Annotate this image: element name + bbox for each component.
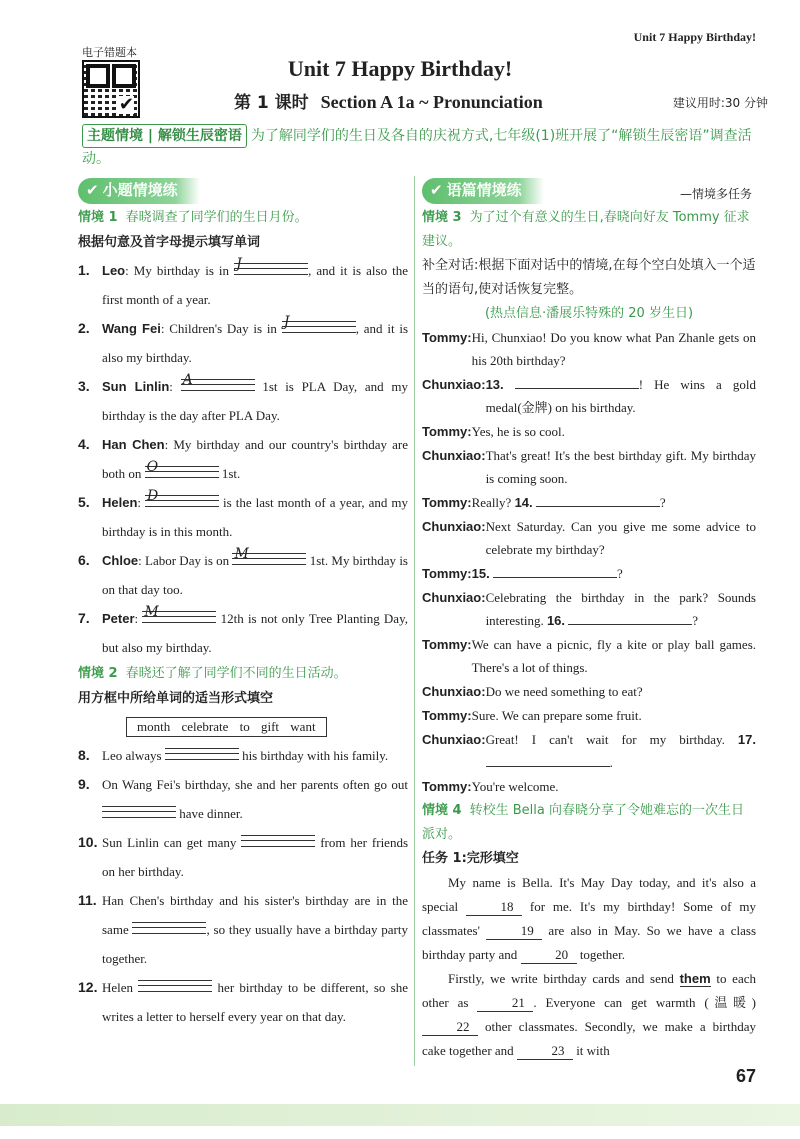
answer-blank[interactable] [241, 835, 315, 847]
dialogue-line: Chunxiao: Great! I can't wait for my birthday. 17. . [422, 728, 756, 774]
right-column [422, 176, 756, 1063]
speaker: Tommy: [422, 330, 472, 345]
instruction-2: 用方框中所给单词的适当形式填空 [78, 691, 274, 706]
question-item: 2. Wang Fei: Children's Day is in J , and it is also my birthday. [78, 314, 408, 372]
answer-blank[interactable] [145, 459, 219, 478]
answer-blank[interactable] [282, 314, 356, 333]
answer-blank[interactable]: 18 [466, 899, 522, 916]
answer-blank[interactable]: 19 [486, 923, 542, 940]
dialogue-line: Chunxiao: 13. ! He wins a gold medal(金牌) on his birthday. [422, 373, 756, 419]
question-item: 10. Sun Linlin can get many from her friends on her birthday. [78, 834, 409, 879]
dialogue [422, 326, 756, 798]
answer-blank[interactable] [486, 753, 610, 767]
question-item: 7. Peter: M 12th is not only Tree Planting Day, but also my birthday. [78, 604, 408, 662]
dialogue-line: Tommy: Sure. We can prepare some fruit. [422, 704, 756, 727]
theme-tag: 主题情境 | 解锁生辰密语 [82, 124, 247, 148]
scene-3: 情境 3 为了过个有意义的生日,春晓向好友 Tommy 征求建议。 [422, 210, 750, 249]
column-divider [414, 176, 415, 1066]
cloze-paragraph-2: Firstly, we write birthday cards and send them to each other as 21 . Everyone can get warmth (温暖) 22 other classmates. Secondly, we make a birthday cake together and 23 it with [422, 971, 756, 1058]
check-icon: ✔ [86, 181, 99, 199]
answer-blank[interactable]: 20 [521, 947, 577, 964]
question-list-2 [78, 741, 408, 1031]
question-item: 11. Han Chen's birthday and his sister's birthday are in the same , so they usually have a birthday party together. [78, 892, 408, 966]
dialogue-line: Chunxiao: Do we need something to eat? [422, 680, 756, 703]
scene-2: 情境 2 春晓还了解了同学们不同的生日活动。 [78, 666, 347, 681]
question-item: 12. Helen her birthday to be different, so she writes a letter to herself every year on that day. [78, 979, 408, 1024]
page-title: Unit 7 Happy Birthday! [287, 56, 513, 81]
qr-label: 电子错题本 [82, 46, 137, 59]
scene-4: 情境 4 转校生 Bella 向春晓分享了令她难忘的一次生日派对。 [422, 803, 744, 842]
answer-blank[interactable] [138, 980, 212, 992]
section-banner-exercises: ✔ 小题情境练 [78, 178, 200, 204]
scene-1: 情境 1 春晓调查了同学们的生日月份。 [78, 210, 308, 225]
speaker: Tommy: [422, 495, 472, 510]
speaker: Chunxiao: [422, 519, 486, 534]
running-header: Unit 7 Happy Birthday! [633, 30, 756, 44]
letter-hint: O [146, 459, 159, 475]
speaker: Chunxiao: [422, 732, 486, 747]
question-item: 6. Chloe: Labor Day is on M 1st. My birthday is on that day too. [78, 546, 408, 604]
left-column [78, 176, 408, 1031]
banner-note: —情境多任务 [679, 187, 752, 201]
instruction-1: 根据句意及首字母提示填写单词 [78, 235, 261, 250]
letter-hint: M [144, 604, 159, 620]
page-number: 67 [735, 1066, 756, 1086]
question-item: 1. Leo: My birthday is in J , and it is also the first month of a year. [78, 256, 408, 314]
letter-hint: J [236, 256, 242, 272]
dialogue-line: Tommy: Yes, he is so cool. [422, 420, 756, 443]
dialogue-line: Chunxiao: Celebrating the birthday in the park? Sounds interesting. 16. ? [422, 586, 756, 632]
letter-hint: M [234, 546, 249, 562]
answer-blank[interactable] [142, 604, 216, 623]
speaker: Chunxiao: [422, 590, 486, 605]
answer-blank[interactable] [145, 488, 219, 507]
hot-topic: (热点信息·潘展乐特殊的 20 岁生日) [484, 306, 694, 321]
answer-blank[interactable] [515, 375, 639, 389]
dialogue-line: Tommy: Really? 14. ? [422, 491, 756, 514]
answer-blank[interactable] [234, 256, 308, 275]
question-list-1 [78, 256, 408, 662]
answer-blank[interactable] [232, 546, 306, 565]
speaker: Tommy: [422, 424, 472, 439]
dialogue-line: Tommy: 15. ? [422, 562, 756, 585]
speaker: Chunxiao: [422, 448, 486, 463]
emphasis-word: them [679, 971, 711, 986]
letter-hint: A [182, 372, 193, 388]
speaker: Tommy: [422, 708, 472, 723]
word-box: month celebrate to gift want [126, 717, 327, 737]
speaker: Tommy: [422, 566, 472, 581]
cloze-paragraph-1: My name is Bella. It's May Day today, and it's also a special 18 for me. It's my birthday! Some of my classmates' 19 are also in May. So we have a class birthday party and 20 together. [422, 875, 757, 962]
question-item: 5. Helen: D is the last month of a year, and my birthday is in this month. [78, 488, 408, 546]
theme-intro: 主题情境 | 解锁生辰密语 为了解同学们的生日及各自的庆祝方式,七年级(1)班开展了“解锁生辰密语”调查活动。 [82, 124, 758, 170]
answer-blank[interactable]: 23 [517, 1043, 573, 1060]
speaker: Tommy: [422, 779, 472, 794]
instruction-3: 补全对话:根据下面对话中的情境,在每个空白处填入一个适当的语句,使对话恢复完整。 [422, 258, 756, 297]
check-icon: ✔ [118, 94, 134, 115]
speaker: Chunxiao: [422, 684, 486, 699]
letter-hint: J [283, 314, 290, 330]
question-item: 9. On Wang Fei's birthday, she and her parents often go out have dinner. [78, 776, 408, 821]
dialogue-line: Tommy: We can have a picnic, fly a kite or play ball games. There's a lot of things. [422, 633, 756, 679]
task-1: 任务 1:完形填空 [422, 851, 519, 866]
answer-blank[interactable]: 21 [477, 995, 533, 1012]
dialogue-line: Chunxiao: That's great! It's the best birthday gift. My birthday is coming soon. [422, 444, 756, 490]
page-subtitle: 第 1 课时 Section A 1a ~ Pronunciation [234, 92, 543, 113]
answer-blank[interactable] [102, 806, 176, 818]
letter-hint: D [147, 488, 159, 504]
answer-blank[interactable]: 22 [422, 1019, 478, 1036]
section-banner-passage: ✔ 语篇情境练 [422, 178, 544, 204]
answer-blank[interactable] [536, 493, 660, 507]
speaker: Chunxiao: [422, 377, 486, 392]
answer-blank[interactable] [165, 748, 239, 760]
suggested-time: 建议用时:30 分钟 [672, 96, 768, 110]
question-item: 4. Han Chen: My birthday and our country's birthday are both on O 1st. [78, 436, 409, 481]
answer-blank[interactable] [132, 922, 206, 934]
question-item: 8. Leo always his birthday with his family. [78, 747, 389, 763]
check-icon: ✔ [430, 181, 443, 199]
footer-band [0, 1104, 800, 1126]
dialogue-line: Tommy: Hi, Chunxiao! Do you know what Pan Zhanle gets on his 20th birthday? [422, 326, 756, 372]
answer-blank[interactable] [568, 611, 692, 625]
answer-blank[interactable] [181, 372, 255, 391]
dialogue-line: Chunxiao: Next Saturday. Can you give me some advice to celebrate my birthday? [422, 515, 756, 561]
speaker: Tommy: [422, 637, 472, 652]
answer-blank[interactable] [493, 564, 617, 578]
dialogue-line: Tommy: You're welcome. [422, 775, 756, 798]
question-item: 3. Sun Linlin: A 1st is PLA Day, and my birthday is the day after PLA Day. [78, 372, 408, 430]
